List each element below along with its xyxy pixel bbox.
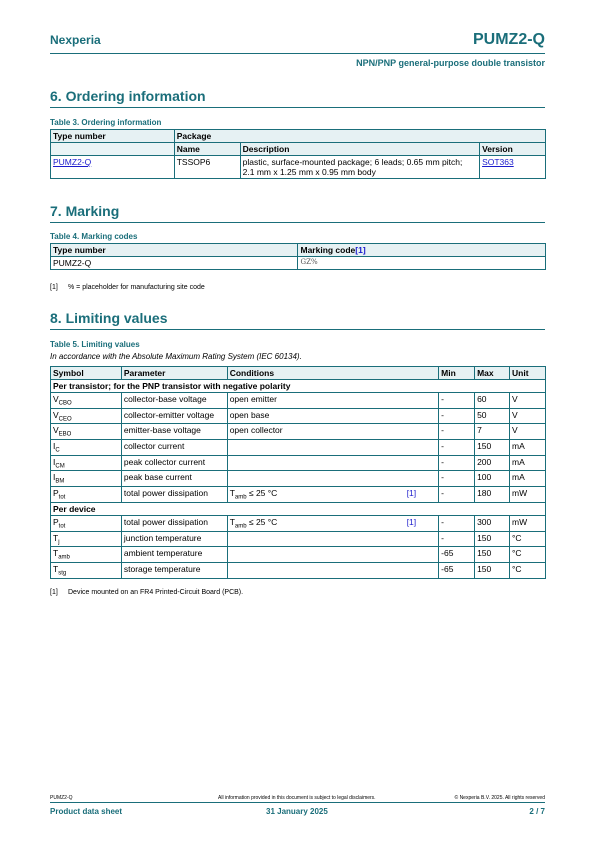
parameter-cell: emitter-base voltage [121, 424, 227, 440]
max-cell: 60 [475, 393, 510, 409]
symbol-cell: $P_{tot}$ [51, 487, 122, 503]
footer-doc-id: PUMZ2-Q [50, 795, 73, 801]
unit-cell: °C [510, 562, 546, 578]
max-cell: 200 [475, 455, 510, 471]
group-per-device: Per device [51, 502, 546, 515]
symbol-cell: $T_j$ [51, 531, 122, 547]
section-8-heading: 8. Limiting values [50, 310, 168, 326]
table-row [51, 562, 546, 578]
symbol-cell: $I_{BM}$ [51, 471, 122, 487]
min-cell: - [439, 393, 475, 409]
parameter-cell: collector current [121, 440, 227, 456]
empty-cell [51, 143, 175, 156]
section-6-heading: 6. Ordering information [50, 88, 206, 104]
limiting-footnote: [1] Device mounted on an FR4 Printed-Circuit Board (PCB). [50, 589, 244, 596]
parameter-cell: ambient temperature [121, 547, 227, 563]
col-type-number: Type number [51, 244, 298, 257]
table-5-intro: In accordance with the Absolute Maximum Rating System (IEC 60134). [50, 352, 302, 361]
conditions-cell: open collector [227, 424, 438, 440]
footnote-ref[interactable]: [1] [406, 488, 417, 499]
conditions-cell [227, 531, 438, 547]
min-cell: - [439, 455, 475, 471]
marking-type: PUMZ2-Q [51, 257, 298, 270]
symbol-cell: $P_{tot}$ [51, 515, 122, 531]
col-package: Package [174, 130, 545, 143]
footer-copyright: © Nexperia B.V. 2025. All rights reserved [454, 795, 545, 801]
unit-cell: mW [510, 515, 546, 531]
min-cell: -65 [439, 547, 475, 563]
section-7-heading: 7. Marking [50, 203, 120, 219]
table-row [51, 393, 546, 409]
product-title: PUMZ2-Q [473, 31, 545, 48]
max-cell: 50 [475, 408, 510, 424]
conditions-cell: open emitter [227, 393, 438, 409]
conditions-cell [227, 562, 438, 578]
min-cell: - [439, 531, 475, 547]
max-cell: 150 [475, 440, 510, 456]
col-conditions: Conditions [227, 367, 438, 380]
conditions-cell [227, 455, 438, 471]
min-cell: - [439, 424, 475, 440]
footer-rule [50, 802, 545, 803]
table-row [51, 424, 546, 440]
min-cell: - [439, 408, 475, 424]
parameter-cell: storage temperature [121, 562, 227, 578]
conditions-cell: $T_{amb} \le 25$ °C [1] [227, 515, 438, 531]
max-cell: 300 [475, 515, 510, 531]
conditions-cell [227, 440, 438, 456]
symbol-cell: $V_{EBO}$ [51, 424, 122, 440]
unit-cell: V [510, 408, 546, 424]
table-4-caption: Table 4. Marking codes [50, 232, 138, 241]
symbol-cell: $V_{CEO}$ [51, 408, 122, 424]
footer-legal: All information provided in this document is subject to legal disclaimers. [218, 795, 376, 801]
section-6-rule [50, 107, 545, 108]
section-8-rule [50, 329, 545, 330]
max-cell: 150 [475, 547, 510, 563]
min-cell: - [439, 487, 475, 503]
col-description: Description [240, 143, 479, 156]
table-row [51, 408, 546, 424]
footer-doc-type: Product data sheet [50, 807, 123, 816]
max-cell: 100 [475, 471, 510, 487]
footer-date: 31 January 2025 [266, 807, 328, 816]
parameter-cell: peak base current [121, 471, 227, 487]
unit-cell: V [510, 424, 546, 440]
col-version: Version [480, 143, 546, 156]
symbol-cell: $T_{amb}$ [51, 547, 122, 563]
symbol-cell: $I_C$ [51, 440, 122, 456]
max-cell: 7 [475, 424, 510, 440]
unit-cell: mA [510, 471, 546, 487]
parameter-cell: total power dissipation [121, 487, 227, 503]
min-cell: - [439, 471, 475, 487]
table-row [51, 156, 546, 179]
symbol-cell: $T_{stg}$ [51, 562, 122, 578]
brand-name: Nexperia [50, 33, 101, 47]
table-row [51, 531, 546, 547]
conditions-cell [227, 547, 438, 563]
section-7-rule [50, 222, 545, 223]
col-unit: Unit [510, 367, 546, 380]
table-row [51, 471, 546, 487]
conditions-cell [227, 471, 438, 487]
conditions-cell: open base [227, 408, 438, 424]
parameter-cell: collector-emitter voltage [121, 408, 227, 424]
col-min: Min [439, 367, 475, 380]
min-cell: -65 [439, 562, 475, 578]
product-subtitle: NPN/PNP general-purpose double transistor [356, 58, 545, 68]
package-description: plastic, surface-mounted package; 6 leads; 0.65 mm pitch; 2.1 mm x 1.25 mm x 0.95 mm body [240, 156, 479, 179]
symbol-cell: $V_{CBO}$ [51, 393, 122, 409]
table-5-caption: Table 5. Limiting values [50, 340, 140, 349]
unit-cell: °C [510, 531, 546, 547]
table-row [51, 547, 546, 563]
conditions-cell: $T_{amb} \le 25$ °C [1] [227, 487, 438, 503]
col-marking-code: Marking code[1] [298, 244, 546, 257]
col-type-number: Type number [51, 130, 175, 143]
table-row [51, 455, 546, 471]
max-cell: 180 [475, 487, 510, 503]
parameter-cell: peak collector current [121, 455, 227, 471]
header-rule [50, 53, 545, 54]
unit-cell: mA [510, 440, 546, 456]
min-cell: - [439, 440, 475, 456]
ordering-table [50, 129, 546, 179]
unit-cell: mW [510, 487, 546, 503]
max-cell: 150 [475, 562, 510, 578]
group-per-transistor: Per transistor; for the PNP transistor with negative polarity [51, 380, 546, 393]
parameter-cell: collector-base voltage [121, 393, 227, 409]
table-row [51, 257, 546, 270]
version-link[interactable]: SOT363 [482, 157, 514, 167]
parameter-cell: junction temperature [121, 531, 227, 547]
marking-note-ref[interactable]: [1] [355, 245, 366, 255]
col-symbol: Symbol [51, 367, 122, 380]
unit-cell: mA [510, 455, 546, 471]
table-3-caption: Table 3. Ordering information [50, 118, 162, 127]
footnote-ref[interactable]: [1] [406, 516, 417, 527]
package-name: TSSOP6 [174, 156, 240, 179]
min-cell: - [439, 515, 475, 531]
type-number-link[interactable]: PUMZ2-Q [53, 157, 92, 167]
max-cell: 150 [475, 531, 510, 547]
marking-footnote: [1] % = placeholder for manufacturing site code [50, 284, 205, 291]
col-name: Name [174, 143, 240, 156]
unit-cell: V [510, 393, 546, 409]
footer-page: 2 / 7 [529, 807, 545, 816]
marking-code-value: GZ% [298, 257, 546, 270]
marking-table [50, 243, 546, 270]
col-parameter: Parameter [121, 367, 227, 380]
table-row [51, 487, 546, 503]
unit-cell: °C [510, 547, 546, 563]
col-max: Max [475, 367, 510, 380]
limiting-values-table [50, 366, 546, 579]
table-row [51, 440, 546, 456]
parameter-cell: total power dissipation [121, 515, 227, 531]
table-row [51, 515, 546, 531]
symbol-cell: $I_{CM}$ [51, 455, 122, 471]
